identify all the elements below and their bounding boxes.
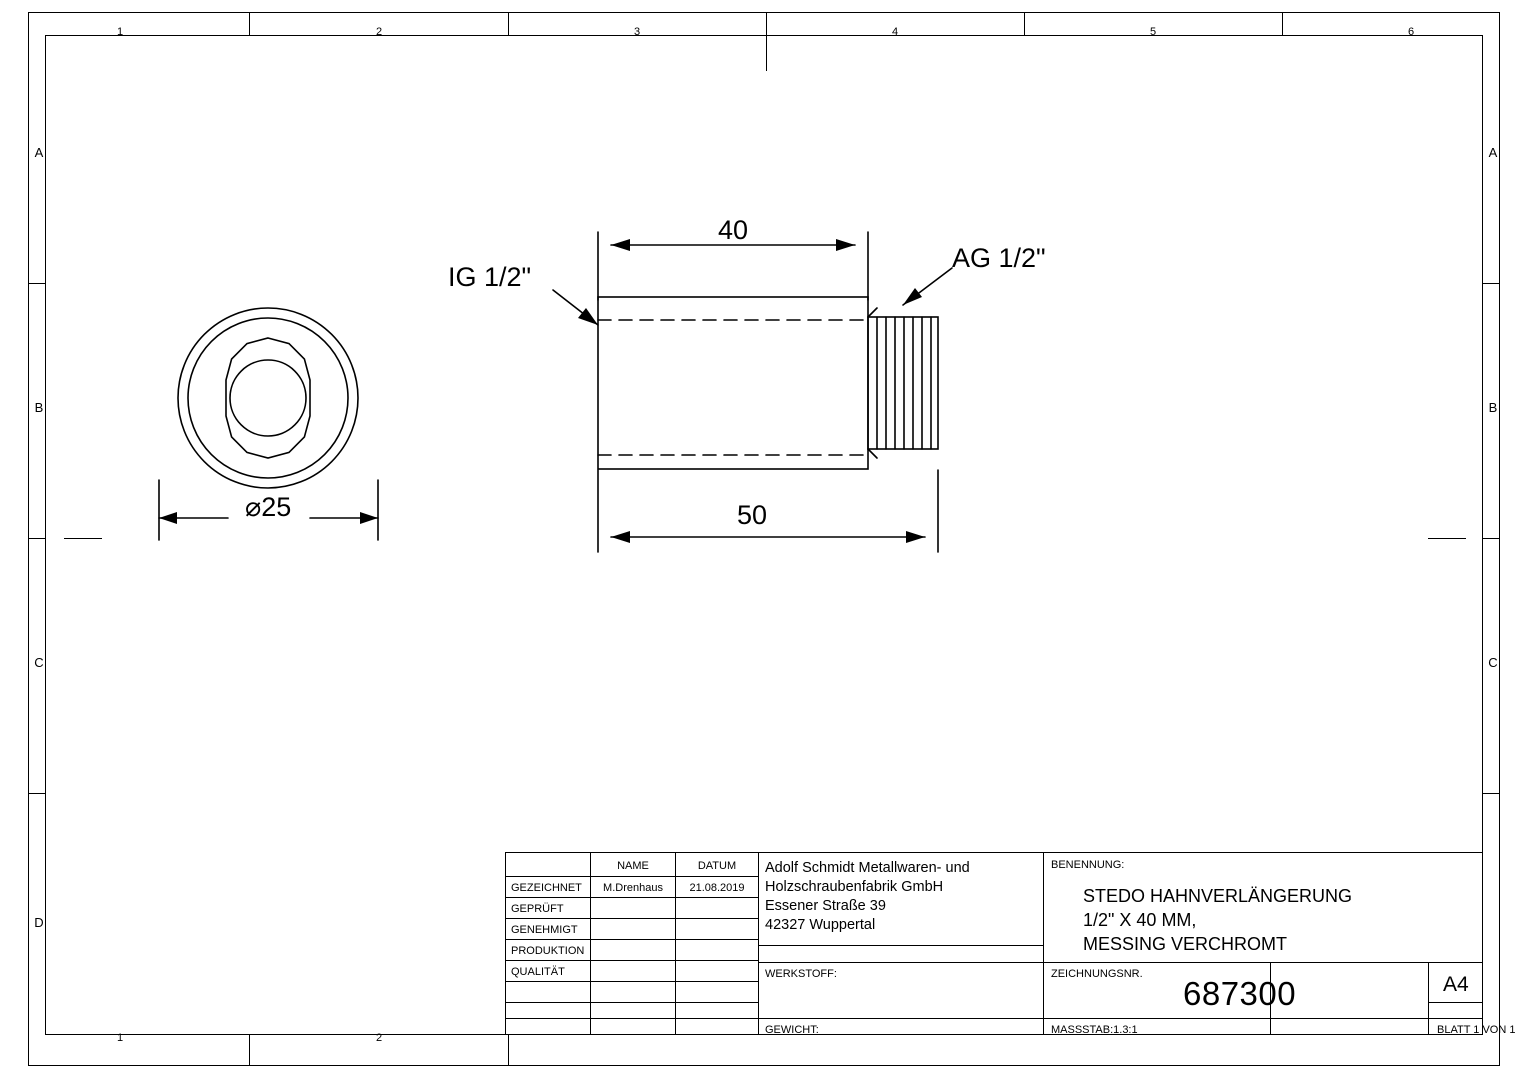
column-label-bottom-1: 1 (116, 1032, 124, 1044)
tb-header-datum: DATUM (697, 860, 737, 872)
tb-border-top (505, 852, 1483, 853)
werkstoff-value (761, 986, 769, 990)
company-address-line-4: 42327 Wuppertal (765, 917, 876, 933)
benennung-line-3: MESSING VERCHROMT (1083, 934, 1288, 954)
column-label-top-5: 5 (1149, 26, 1157, 38)
tb-hline-a4 (1428, 1002, 1483, 1003)
tb-border-left (505, 852, 506, 1035)
column-tick-top-5 (1282, 12, 1283, 35)
row-label-left-a: A (34, 145, 44, 160)
benennung-line-1: STEDO HAHNVERLÄNGERUNG (1083, 886, 1353, 906)
tb-row-name-qualitaet (591, 964, 675, 968)
tb-row-label-genehmigt: GENEHMIGT (511, 924, 578, 936)
zeichnungsnr-value: 687300 (1183, 975, 1297, 1012)
column-label-top-6: 6 (1407, 26, 1415, 38)
row-tick-left-3 (28, 793, 46, 794)
sheet-format-label: A4 (1443, 973, 1469, 996)
tb-hline-r2 (505, 897, 758, 898)
tb-vline-6 (1428, 962, 1429, 1035)
tb-row-name-geprueft (591, 901, 675, 905)
tb-hline-r3 (505, 918, 758, 919)
tb-hline-gewicht (758, 1018, 1043, 1019)
row-label-left-d: D (34, 915, 44, 930)
tb-hline-r6 (505, 981, 758, 982)
tb-row-label-empty-1 (507, 985, 590, 989)
annotation-inner-thread: IG 1/2" (448, 262, 532, 292)
tb-hline-r5 (505, 960, 758, 961)
center-mark-top (766, 35, 767, 71)
tb-vline-4 (1043, 852, 1044, 1035)
tb-row-datum-qualitaet (676, 964, 758, 968)
tb-hline-r8 (505, 1018, 758, 1019)
dimension-label-diameter: ⌀25 (245, 492, 292, 522)
row-label-right-c: C (1488, 655, 1498, 670)
row-tick-right-3 (1483, 793, 1500, 794)
company-address-line-2: Holzschraubenfabrik GmbH (765, 879, 944, 895)
row-label-right-a: A (1488, 145, 1498, 160)
tb-row-label-produktion: PRODUKTION (511, 945, 585, 957)
tb-border-bottom (505, 1034, 1483, 1035)
gewicht-value (865, 1022, 873, 1026)
row-label-left-b: B (34, 400, 44, 415)
benennung-line-2: 1/2" X 40 MM, (1083, 910, 1197, 930)
gewicht-label: GEWICHT: (765, 1024, 819, 1036)
tb-row-name-produktion (591, 943, 675, 947)
tb-hline-werkstoff (758, 962, 1043, 963)
annotation-outer-thread: AG 1/2" (952, 243, 1046, 273)
row-tick-right-1 (1483, 283, 1500, 284)
dimension-label-total-length: 50 (737, 500, 768, 530)
tb-row-label-gezeichnet: GEZEICHNET (511, 882, 582, 894)
column-tick-bottom-1 (249, 1035, 250, 1066)
blatt-label: BLATT 1 VON 1 (1437, 1024, 1516, 1036)
tb-row-label-geprueft: GEPRÜFT (511, 903, 564, 915)
row-label-left-c: C (34, 655, 44, 670)
tb-row-name-genehmigt (591, 922, 675, 926)
row-tick-left-1 (28, 283, 46, 284)
column-tick-top-2 (508, 12, 509, 35)
zeichnungsnr-label: ZEICHNUNGSNR. (1051, 968, 1143, 980)
tb-row-name-gezeichnet: M.Drenhaus (603, 882, 663, 894)
tb-hline-drawno (1043, 1018, 1483, 1019)
werkstoff-label: WERKSTOFF: (765, 968, 837, 980)
column-label-bottom-2: 2 (375, 1032, 383, 1044)
tb-row-datum-produktion (676, 943, 758, 947)
tb-row-label-qualitaet: QUALITÄT (511, 966, 565, 978)
center-mark-right (1428, 538, 1466, 539)
row-label-right-b: B (1488, 400, 1498, 415)
column-label-top-1: 1 (116, 26, 124, 38)
tb-row-label-empty-2 (507, 1005, 590, 1009)
column-label-top-3: 3 (633, 26, 641, 38)
tb-hline-benennung (1043, 962, 1483, 963)
tb-header-name: NAME (617, 860, 649, 872)
massstab-label: MASSSTAB:1.3:1 (1051, 1024, 1138, 1036)
tb-hline-r7 (505, 1002, 758, 1003)
column-tick-bottom-2 (508, 1035, 509, 1066)
column-tick-top-1 (249, 12, 250, 35)
company-address-line-3: Essener Straße 39 (765, 898, 886, 914)
tb-border-right (1482, 852, 1483, 1035)
row-tick-left-2 (28, 538, 46, 539)
benennung-label: BENENNUNG: (1051, 859, 1125, 871)
dimension-label-thread-length: 40 (718, 215, 749, 245)
column-label-top-2: 2 (375, 26, 383, 38)
column-tick-top-3 (766, 12, 767, 35)
tb-hline-r4 (505, 939, 758, 940)
tb-vline-3 (758, 852, 759, 1035)
column-label-top-4: 4 (891, 26, 899, 38)
center-mark-left (64, 538, 102, 539)
tb-row-datum-gezeichnet: 21.08.2019 (689, 882, 745, 894)
tb-row-datum-genehmigt (676, 922, 758, 926)
company-address-line-1: Adolf Schmidt Metallwaren- und (765, 860, 970, 876)
row-tick-right-2 (1483, 538, 1500, 539)
title-block (505, 852, 1516, 1036)
tb-row-datum-geprueft (676, 901, 758, 905)
column-tick-top-4 (1024, 12, 1025, 35)
tb-hline-r1 (505, 876, 758, 877)
tb-hline-addr (758, 945, 1043, 946)
